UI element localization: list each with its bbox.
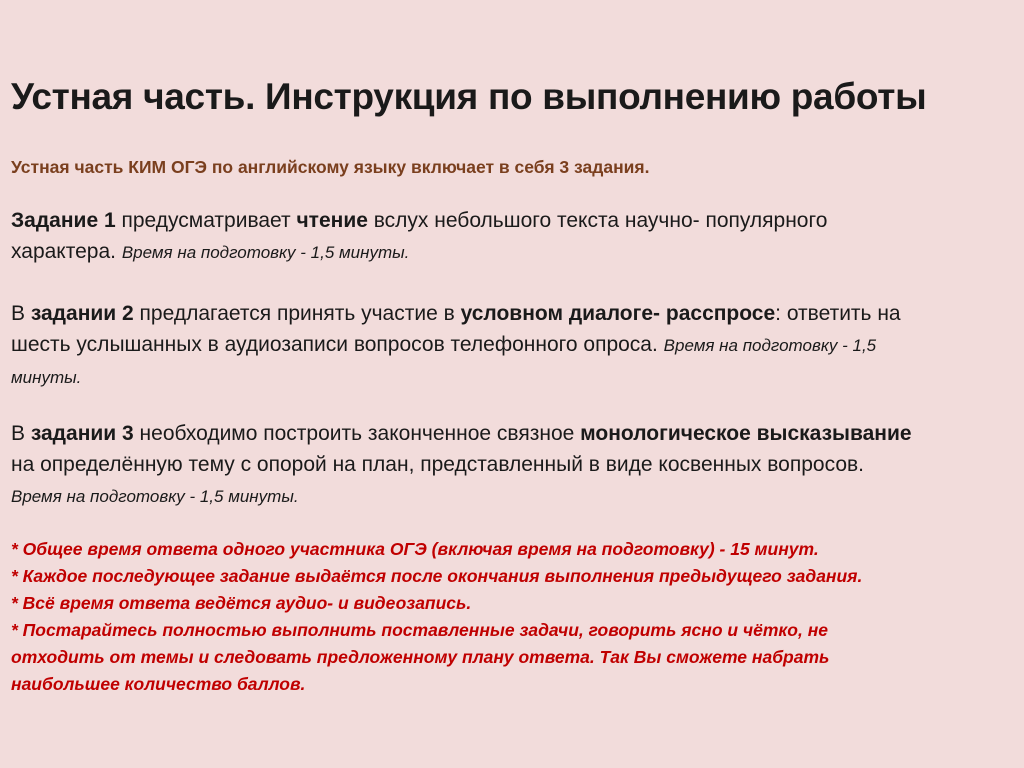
prep-time: Время на подготовку - 1,5 минуты. <box>121 243 410 262</box>
prep-time: Время на подготовку - 1,5 <box>663 336 877 355</box>
task-3-paragraph <box>11 418 912 512</box>
note: * Постарайтесь полностью выполнить поставленные задачи, говорить ясно и чётко, не <box>11 620 829 640</box>
task-2-paragraph <box>11 298 901 393</box>
text: вслух небольшого текста научно- популярного <box>367 209 828 232</box>
note: отходить от темы и следовать предложенному плану ответа. Так Вы сможете набрать <box>11 647 830 667</box>
page-title: Устная часть. Инструкция по выполнению работы <box>11 76 927 117</box>
task-3-label: задании 3 <box>30 422 134 445</box>
task-1-label: Задание 1 <box>11 209 116 232</box>
text: предусматривает <box>115 209 297 232</box>
keyword-monologue: монологическое высказывание <box>580 422 912 445</box>
prep-time: Время на подготовку - 1,5 минуты. <box>11 487 299 506</box>
text: шесть услышанных в аудиозаписи вопросов телефонного опроса. <box>11 333 664 356</box>
text: : ответить на <box>775 302 901 325</box>
prep-time-cont: минуты. <box>11 368 82 387</box>
keyword-dialogue: условном диалоге- расспросе <box>460 302 776 325</box>
text: необходимо построить законченное связное <box>133 422 581 445</box>
notes-block <box>11 536 862 698</box>
text: В <box>11 302 31 325</box>
text: на определённую тему с опорой на план, представленный в виде косвенных вопросов. <box>11 453 864 476</box>
task-2-label: задании 2 <box>30 302 134 325</box>
note: наибольшее количество баллов. <box>11 674 306 694</box>
note: * Общее время ответа одного участника ОГЭ (включая время на подготовку) - 15 минут. <box>11 539 819 559</box>
subtitle: Устная часть КИМ ОГЭ по английскому языку включает в себя 3 задания. <box>11 157 650 177</box>
task-1-paragraph <box>11 205 827 268</box>
text: предлагается принять участие в <box>133 302 461 325</box>
slide <box>11 0 1011 768</box>
keyword-reading: чтение <box>296 209 368 232</box>
text: В <box>11 422 31 445</box>
text: характера. <box>11 240 122 263</box>
note: * Всё время ответа ведётся аудио- и видеозапись. <box>11 593 472 613</box>
note: * Каждое последующее задание выдаётся после окончания выполнения предыдущего задания. <box>11 566 863 586</box>
